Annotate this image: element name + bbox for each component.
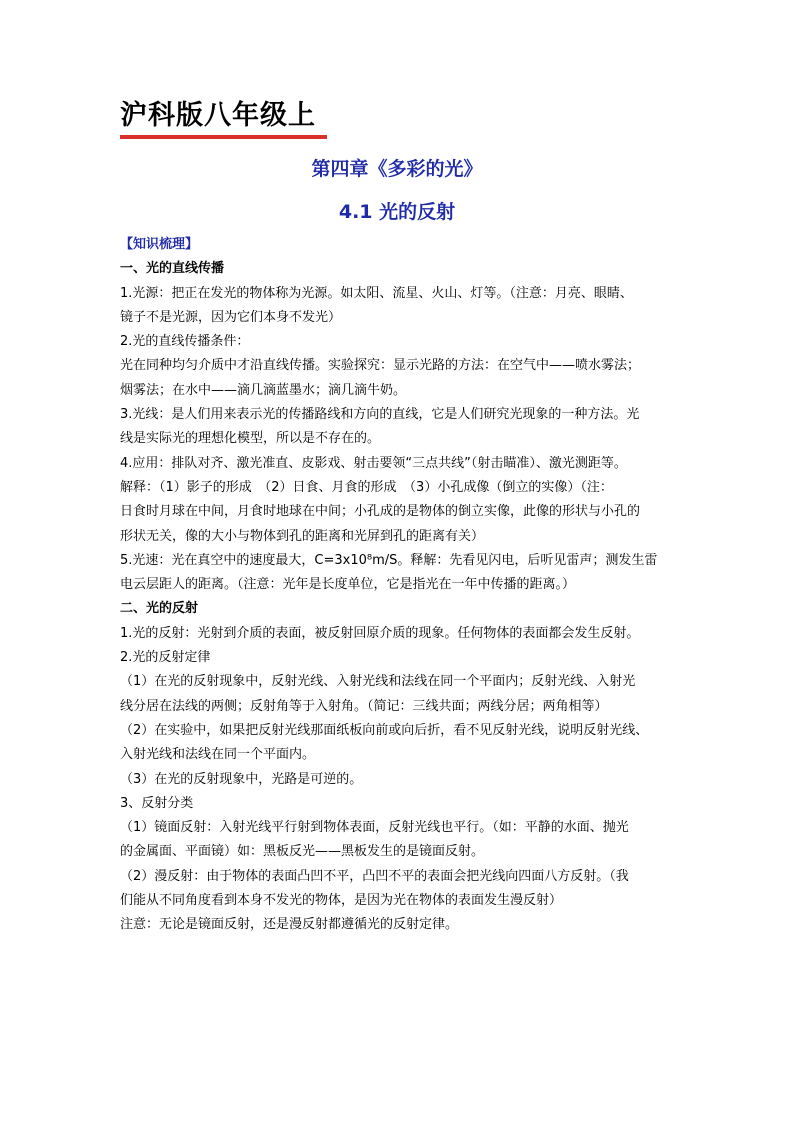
text-line: 线分居在法线的两侧；反射角等于入射角。（简记：三线共面；两线分居；两角相等） xyxy=(120,698,608,714)
title-underline xyxy=(120,135,327,139)
text-line: 4.应用：排队对齐、激光准直、皮影戏、射击要领“三点共线”（射击瞄准）、激光测距等。 xyxy=(120,455,627,471)
text-line: 3.光线：是人们用来表示光的传播路线和方向的直线，它是人们研究光现象的一种方法。光 xyxy=(120,407,640,423)
text-line: 注意：无论是镜面反射，还是漫反射都遵循光的反射定律。 xyxy=(120,917,459,933)
text-line: 1.光的反射：光射到介质的表面，被反射回原介质的现象。任何物体的表面都会发生反射。 xyxy=(120,625,640,641)
text-line: 1.光源：把正在发光的物体称为光源。如太阳、流星、火山、灯等。（注意：月亮、眼睛、 xyxy=(120,285,633,301)
section-heading: 【知识梳理】 xyxy=(120,237,199,252)
body-text xyxy=(120,233,680,938)
text-line: 烟雾法；在水中——滴几滴蓝墨水；滴几滴牛奶。 xyxy=(120,382,407,398)
text-line: 入射光线和法线在同一个平面内。 xyxy=(120,747,316,763)
text-line: 3、反射分类 xyxy=(120,795,194,811)
text-line: 2.光的直线传播条件： xyxy=(120,334,250,350)
text-line: 光在同种均匀介质中才沿直线传播。实验探究：显示光路的方法：在空气中——喷水雾法； xyxy=(120,358,641,374)
section-heading: 二、光的反射 xyxy=(120,601,199,617)
chapter-title: 第四章《多彩的光》 xyxy=(311,158,483,180)
text-line: 镜子不是光源，因为它们本身不发光） xyxy=(120,309,342,325)
text-line: 们能从不同角度看到本身不发光的物体，是因为光在物体的表面发生漫反射） xyxy=(120,893,563,909)
text-line: 形状无关，像的大小与物体到孔的距离和光屏到孔的距离有关） xyxy=(120,528,485,544)
text-line: 日食时月球在中间，月食时地球在中间；小孔成的是物体的倒立实像，此像的形状与小孔的 xyxy=(120,504,641,520)
text-line: 电云层距人的距离。（注意：光年是长度单位，它是指光在一年中传播的距离。） xyxy=(120,577,576,593)
text-line: （1）镜面反射：入射光线平行射到物体表面，反射光线也平行。（如：平静的水面、抛光 xyxy=(120,820,629,836)
text-line: 5.光速：光在真空中的速度最大，C=3x10⁸m/S。释解：先看见闪电，后听见雷声；测发生雷 xyxy=(120,552,658,568)
text-line: （3）在光的反射现象中，光路是可逆的。 xyxy=(120,771,363,787)
text-line: 的金属面、平面镜）如：黑板反光——黑板发生的是镜面反射。 xyxy=(120,844,485,860)
text-line: 线是实际光的理想化模型，所以是不存在的。 xyxy=(120,431,381,447)
text-line: （1）在光的反射现象中，反射光线、入射光线和法线在同一个平面内；反射光线、入射光 xyxy=(120,674,636,690)
section-heading: 一、光的直线传播 xyxy=(120,261,225,277)
section-title: 4.1 光的反射 xyxy=(338,201,456,223)
text-line: （2）在实验中，如果把反射光线那面纸板向前或向后折，看不见反射光线，说明反射光线、 xyxy=(120,722,649,738)
book-title: 沪科版八年级上 xyxy=(120,100,316,131)
text-line: 解释：（1）影子的形成 （2）日食、月食的形成 （3）小孔成像（倒立的实像）（注： xyxy=(120,479,613,495)
text-line: 2.光的反射定律 xyxy=(120,650,211,666)
text-line: （2）漫反射：由于物体的表面凸凹不平，凸凹不平的表面会把光线向四面八方反射。（我 xyxy=(120,868,629,884)
